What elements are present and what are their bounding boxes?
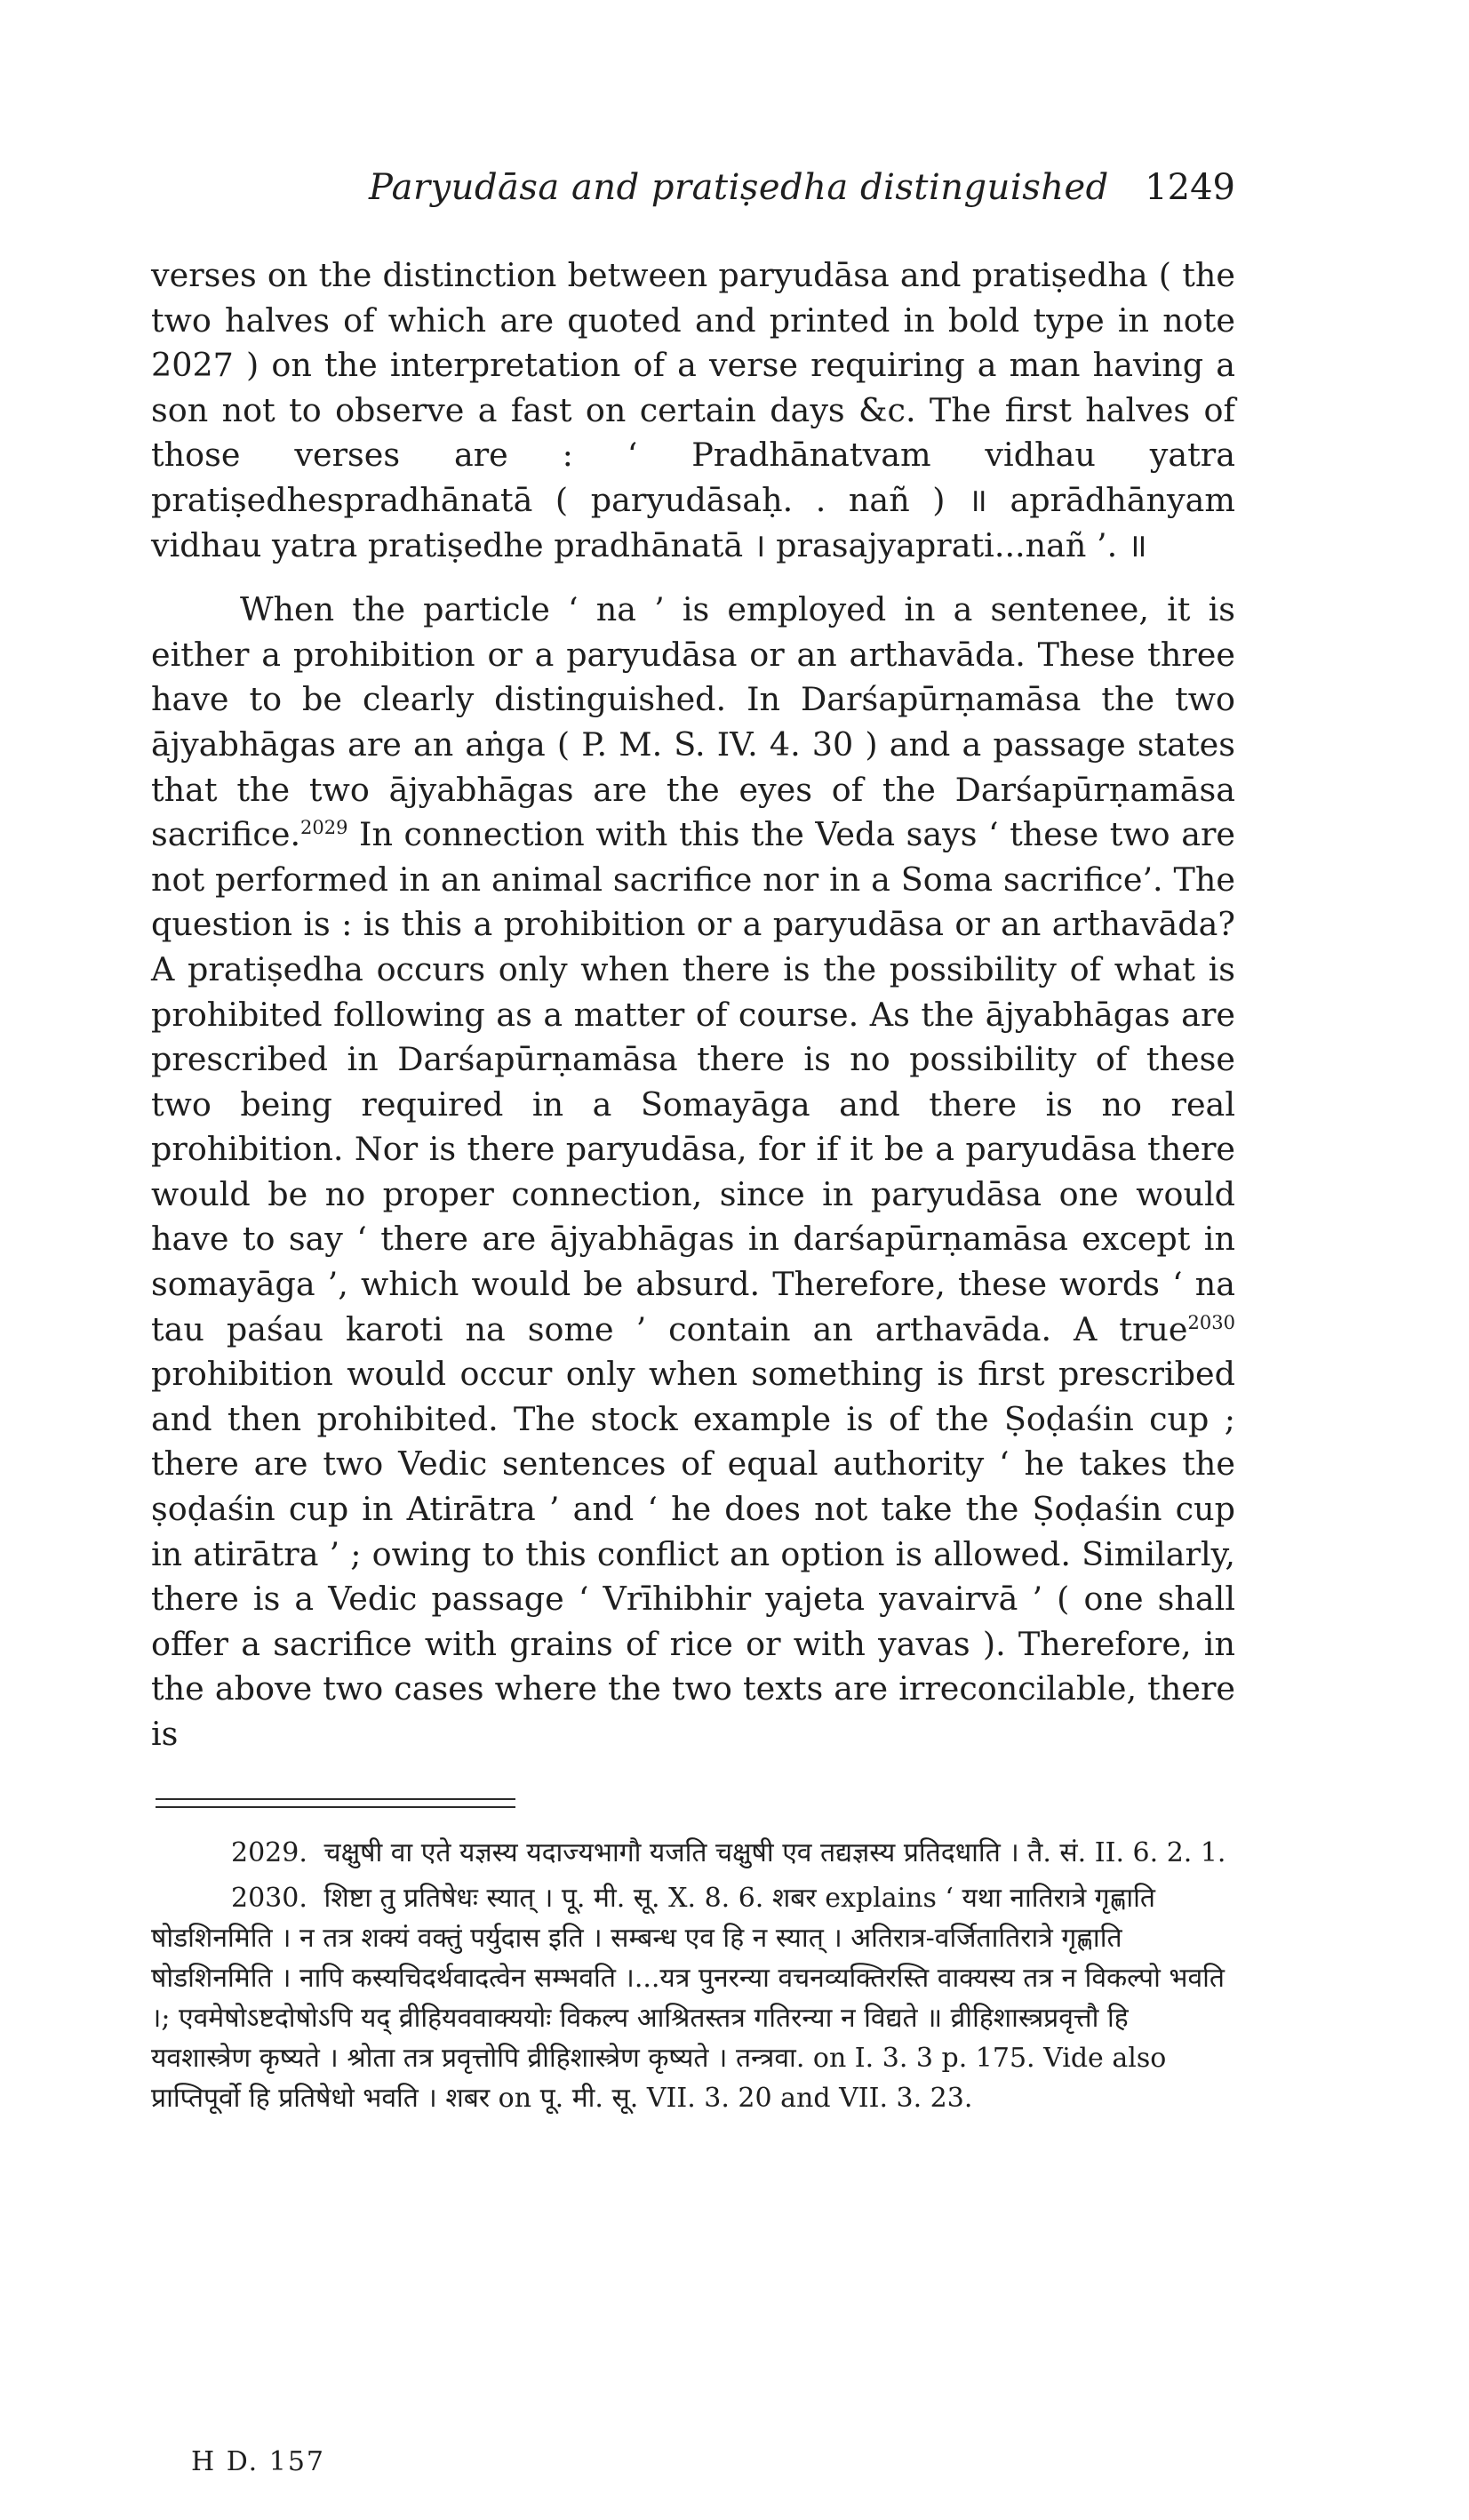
paragraph-continued: verses on the distinction between paryudāsa and pratiṣedha ( the two halves of which are quoted and printed in bold type in note 2027 ) on the interpretation of a verse requiring a man having a son not to observe a fast on certain days &c. The first halves of those verses are : ‘ Pradhānatvam vidhau yatra pratiṣedhespradhānatā ( paryudāsaḥ. . nañ ) ॥ aprādhānyam vidhau yatra pratiṣedhe pradhānatā । prasajyaprati...nañ ’. ॥ [151,256,1235,564]
footnotes [151,1833,1235,2124]
footnote-2030 [151,1878,1235,2118]
paragraph-particle-na [151,588,1235,1756]
footnote-divider [156,1806,515,1808]
footnote-ref-2029: 2029 [300,816,348,838]
paragraph-text: prohibition would occur only when something is first prescribed and then prohibited. The stock example is of the Ṣoḍaśin cup ; there are two Vedic sentences of equal authority ‘ he takes the ṣoḍaśin cup in Atirātra ’ and ‘ he does not take the Ṣoḍaśin cup in atirātra ’ ; owing to this conflict an option is allowed. Similarly, there is a Vedic passage ‘ Vrīhibhir yajeta yavairvā ’ ( one shall offer a sacrifice with grains of rice or with yavas ). Therefore, in the above two cases where the two texts are irreconcilable, there is [151,1355,1235,1753]
footnote-number: 2030. [231,1883,307,1914]
footnote-divider [156,1798,515,1800]
footnote-ref-2030: 2030 [1187,1311,1235,1333]
paragraph-text: When the particle ‘ na ’ is employed in a sentenee, it is either a prohibition or a paryudāsa or an arthavāda. These three have to be clearly distinguished. In Darśapūrṇamāsa the two ājyabhāgas are an aṅga ( P. M. S. IV. 4. 30 ) and a passage states that the two ājyabhāgas are the eyes of the Darśapūrṇamāsa sacrifice. [151,590,1235,854]
footnote-2029 [151,1833,1235,1873]
footnote-text: चक्षुषी वा एते यज्ञस्य यदाज्यभागौ यजति चक्षुषी एव तद्यज्ञस्य प्रतिदधाति । तै. सं. II. 6. 2. 1. [323,1837,1226,1868]
running-title: Paryudāsa and pratiṣedha distinguished [369,167,1109,208]
signature-mark: H D. 157 [191,2446,326,2477]
running-head [151,167,1235,220]
body-text [151,253,1235,1757]
footnote-number: 2029. [231,1837,307,1868]
footnote-text: शिष्टा तु प्रतिषेधः स्यात् । पू. मी. सू. X. 8. 6. शबर explains ‘ यथा नातिरात्रे गृह्णाति षोडशिनमिति । न तत्र शक्यं वक्तुं पर्युदास इति । सम्बन्ध एव हि न स्यात् । अतिरात्र-वर्जितातिरात्रे गृह्णाति षोडशिनमिति । नापि कस्यचिदर्थवादत्वेन सम्भवति ।...यत्र पुनरन्या वचनव्यक्तिरस्ति वाक्यस्य तत्र न विकल्पो भवति ।; एवमेषोऽष्टदोषोऽपि यद् व्रीहियववाक्ययोः विकल्प आश्रितस्तत्र गतिरन्या न विद्यते ॥ व्रीहिशास्त्रप्रवृत्तौ हि यवशास्त्रेण कृष्यते । श्रोता तत्र प्रवृत्तोपि व्रीहिशास्त्रेण कृष्यते । तन्त्रवा. on I. 3. 3 p. 175. Vide also प्राप्तिपूर्वो हि प्रतिषेधो भवति । शबर on पू. मी. सू. VII. 3. 20 and VII. 3. 23. [151,1883,1225,2114]
page-number: 1249 [1145,167,1235,208]
paragraph-text: In connection with this the Veda says ‘ these two are not performed in an animal sacrifice nor in a Soma sacrifice’. The question is : is this a prohibition or a paryudāsa or an arthavāda? A pratiṣedha occurs only when there is the possibility of what is prohibited following as a matter of course. As the ājyabhāgas are prescribed in Darśapūrṇamāsa there is no possibility of these two being required in a Somayāga and there is no real prohibition. Nor is there paryudāsa, for if it be a paryudāsa there would be no proper connection, since in paryudāsa one would have to say ‘ there are ājyabhāgas in darśapūrṇamāsa except in somayāga ’, which would be absurd. Therefore, these words ‘ na tau paśau karoti na some ’ contain an arthavāda. A true [151,815,1235,1348]
